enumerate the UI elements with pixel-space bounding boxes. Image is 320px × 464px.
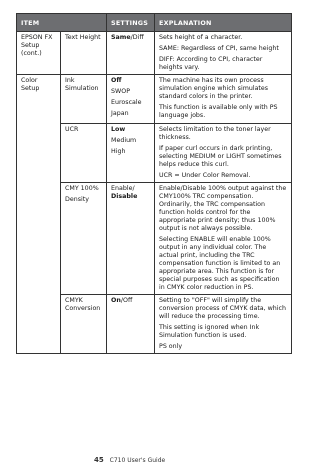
explanation-text: DIFF: According to CPI, character heights vary. bbox=[159, 56, 263, 71]
settings-table bbox=[16, 13, 292, 354]
setting-option: Diff bbox=[132, 34, 144, 41]
item-cell-empty bbox=[17, 183, 61, 295]
subitem-cell: Text Height bbox=[61, 32, 107, 75]
table-row bbox=[17, 32, 292, 75]
item-cell-empty bbox=[17, 124, 61, 183]
header-explanation: EXPLANATION bbox=[155, 14, 292, 32]
explanation-text: The machine has its own process simulation engine which simulates standard colors in the printer. bbox=[159, 77, 269, 100]
explanation-text: This setting is ignored when Ink Simulation function is used. bbox=[159, 324, 260, 339]
explanation-text: PS only bbox=[159, 343, 183, 350]
explanation-cell bbox=[155, 32, 292, 75]
page-footer bbox=[94, 456, 165, 464]
setting-option: High bbox=[111, 148, 126, 155]
setting-option: Medium bbox=[111, 137, 137, 144]
table-row bbox=[17, 183, 292, 295]
setting-option: Off bbox=[122, 297, 133, 304]
table-row bbox=[17, 75, 292, 124]
subitem-cell: UCR bbox=[61, 124, 107, 183]
setting-separator: / bbox=[130, 34, 133, 41]
document-title: C710 User's Guide bbox=[109, 457, 166, 464]
subitem-cell: CMYK Conversion bbox=[61, 295, 107, 354]
table-row bbox=[17, 295, 292, 354]
setting-option: Euroscale bbox=[111, 99, 142, 106]
setting-default: On bbox=[111, 297, 121, 304]
settings-cell bbox=[107, 32, 155, 75]
explanation-text: Selects limitation to the toner layer thickness. bbox=[159, 126, 271, 141]
subitem-cell bbox=[61, 183, 107, 295]
explanation-cell bbox=[155, 183, 292, 295]
setting-default: Off bbox=[111, 77, 122, 84]
subitem-text: Density bbox=[65, 196, 89, 203]
item-cell: Color Setup bbox=[17, 75, 61, 124]
setting-option: SWOP bbox=[111, 88, 130, 95]
setting-separator: / bbox=[120, 297, 123, 304]
subitem-text: CMY 100% bbox=[65, 185, 99, 192]
setting-default: Disable bbox=[111, 193, 138, 200]
explanation-text: Selecting ENABLE will enable 100% output in any individual color. The actual print, including the TRC compensation function is limited to an appropriate area. This function is for special purposes such as specification in CMYK color reduction in PS. bbox=[159, 236, 281, 291]
explanation-cell bbox=[155, 295, 292, 354]
table-row bbox=[17, 124, 292, 183]
explanation-cell bbox=[155, 75, 292, 124]
explanation-cell bbox=[155, 124, 292, 183]
table-header-row bbox=[17, 14, 292, 32]
settings-cell bbox=[107, 124, 155, 183]
explanation-text: This function is available only with PS language jobs. bbox=[159, 104, 278, 119]
item-cell-empty bbox=[17, 295, 61, 354]
setting-option: Japan bbox=[111, 110, 129, 117]
settings-cell bbox=[107, 295, 155, 354]
page-number: 45 bbox=[94, 456, 104, 464]
explanation-text: UCR = Under Color Removal. bbox=[159, 172, 251, 179]
explanation-text: Setting to "OFF" will simplify the conversion process of CMYK data, which will reduce the processing time. bbox=[159, 297, 286, 320]
setting-default: Low bbox=[111, 126, 126, 133]
setting-default: Same bbox=[111, 34, 131, 41]
header-item: ITEM bbox=[17, 14, 107, 32]
explanation-text: Enable/Disable 100% output against the CMY100% TRC compensation. Ordinarily, the TRC compensation function holds control for the appropriate print density; thus 100% output is not always possible. bbox=[159, 185, 287, 232]
item-cell: EPSON FX Setup (cont.) bbox=[17, 32, 61, 75]
settings-cell bbox=[107, 75, 155, 124]
subitem-cell: Ink Simulation bbox=[61, 75, 107, 124]
explanation-text: SAME: Regardless of CPI, same height bbox=[159, 45, 279, 52]
header-settings: SETTINGS bbox=[107, 14, 155, 32]
explanation-text: If paper curl occurs in dark printing, selecting MEDIUM or LIGHT sometimes helps reduce this curl. bbox=[159, 145, 282, 168]
settings-cell bbox=[107, 183, 155, 295]
setting-option: Enable/ bbox=[111, 185, 135, 192]
explanation-text: Sets height of a character. bbox=[159, 34, 243, 41]
